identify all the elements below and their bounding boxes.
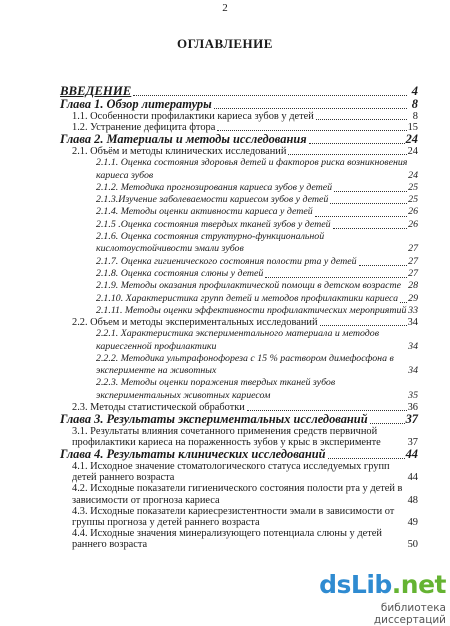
toc-page-number: 25 [408,181,418,193]
dot-leader [315,216,407,217]
toc-entry-title: 2.1.5 .Оценка состояния твердых тканей зубов у детей [96,218,331,230]
toc-chapter-entry[interactable] [60,98,418,111]
dot-leader [265,277,407,278]
toc-entry[interactable] [60,182,418,194]
toc-entry-title: 2.3. Методы статистической обработки [72,402,245,414]
toc-entry[interactable] [60,377,418,402]
toc-entry[interactable] [60,206,418,218]
toc-page-number: 33 [408,304,418,316]
toc-page-number: 24 [407,146,418,158]
toc-page-number: 44 [407,472,418,484]
dot-leader [330,203,407,204]
toc-page-number: 8 [411,97,418,111]
toc-page-number: 25 [408,194,418,206]
toc-entry[interactable] [60,506,418,528]
toc-entry[interactable] [60,528,418,550]
logo-text-main: dsLib [319,570,392,599]
dot-leader [247,410,407,411]
toc-entry-title: 4.1. Исходное значение стоматологического статуса исследуемых групп детей раннего возраста [72,461,390,484]
toc-entry[interactable] [60,328,418,353]
toc-entry[interactable] [60,146,418,157]
toc-entry[interactable] [60,219,418,231]
toc-entry-title: 2.1.2. Методика прогнозирования кариеса зубов у детей [96,181,333,193]
dot-leader [133,95,407,96]
toc-entry-title: 4.3. Исходные показатели кариесрезистентности эмали в зависимости от группы прогноза у детей раннего возраста [72,505,395,528]
toc-entry-title: 2.1.3.Изучение заболеваемости кариесом зубов у детей [96,194,329,206]
toc-page-number: 37 [405,412,418,427]
toc-entry-title: 2.2.1. Характеристика экспериментального материала и методов кариесгенной профилактики [96,328,380,352]
toc-page-number: 34 [408,365,418,377]
toc-chapter-entry[interactable] [60,413,418,426]
toc-entry-title: 2.1.9. Методы оказания профилактической помощи в детском возрасте [96,280,402,292]
dot-leader [334,191,407,192]
dot-leader [400,302,407,303]
toc-entry-title: 2.1.4. Методы оценки активности кариеса у детей [96,206,313,218]
toc-entry-title: 2.1.6. Оценка состояния структурно-функциональной кислотоустойчивости эмали зубов [96,231,325,255]
toc-page-number: 35 [408,389,418,401]
dslib-logo [318,570,446,600]
dot-leader [288,154,406,155]
toc-entry[interactable] [60,305,418,317]
toc-entry-title: Глава 1. Обзор литературы [60,97,212,111]
toc-page-number: 27 [408,255,418,267]
toc-entry-title: 1.2. Устранение дефицита фтора [72,122,216,134]
toc-entry-title: 4.2. Исходные показатели гигиенического состояния полости рта у детей в зависимости от прогноза кариеса [72,483,403,506]
toc-chapter-entry[interactable] [60,448,418,461]
toc-page-number: 49 [407,516,418,528]
toc-entry[interactable] [60,111,418,122]
logo-text-domain: .net [391,570,446,599]
toc-entry-title: 2.1. Объём и методы клинических исследований [72,146,287,158]
toc-page-number: 27 [408,243,418,255]
toc-page-number: 50 [407,538,418,550]
toc-entry-title: Глава 4. Результаты клинических исследований [60,447,326,462]
toc-page-number: 4 [411,84,418,98]
dslib-watermark [318,570,446,626]
toc-entry[interactable] [60,268,418,280]
toc-entry[interactable] [60,280,418,292]
toc-page-number: 34 [408,340,418,352]
toc-entry[interactable] [60,256,418,268]
toc-entry[interactable] [60,231,418,256]
toc-entry-title: 2.1.8. Оценка состояния слюны у детей [96,267,264,279]
dot-leader [214,108,407,109]
toc-page-number: 26 [408,206,418,218]
toc-entry[interactable] [60,353,418,378]
toc-entry[interactable] [60,194,418,206]
toc-chapter-entry[interactable] [60,84,418,98]
toc-entry[interactable] [60,293,418,305]
toc-entry-title: 2.1.11. Методы оценки эффективности профилактических мероприятий [96,304,407,316]
toc-page-number: 24 [405,132,418,147]
toc-entry[interactable] [60,317,418,328]
dot-leader [333,228,407,229]
toc-entry[interactable] [60,157,418,182]
toc-entry-title: 2.1.7. Оценка гигиенического состояния полости рта у детей [96,255,357,267]
toc-page-number: 26 [408,218,418,230]
toc-entry-title: ВВЕДЕНИЕ [60,84,132,98]
dot-leader [217,130,406,131]
toc-entry[interactable] [60,426,418,448]
toc-entry-title: Глава 3. Результаты экспериментальных исследований [60,412,368,427]
toc-entry-title: 3.1. Результаты влияния сочетанного применения средств первичной профилактики кариеса на пораженность зубов у крыс в эксперименте [72,426,381,449]
toc-page-number: 34 [407,317,418,329]
toc-page-number: 36 [407,402,418,414]
dot-leader [316,119,407,120]
toc-page-number: 44 [405,447,418,462]
watermark-subtitle: библиотека диссертаций [373,602,446,626]
toc-entry-title: 2.2.2. Методика ультрафонофореза с 15 % раствором димефосфона в эксперименте на животных [96,352,394,377]
toc-entry-title: 1.1. Особенности профилактики кариеса зубов у детей [72,111,314,122]
toc-entry[interactable] [60,461,418,483]
toc-page-number: 24 [408,169,418,181]
dot-leader [309,143,405,144]
toc-page-number: 15 [407,122,418,134]
toc-page-number: 27 [408,267,418,279]
dot-leader [370,423,405,424]
table-of-contents [60,84,418,550]
toc-page-number: 37 [407,437,418,449]
toc-entry-title: 2.1.1. Оценка состояния здоровья детей и факторов риска возникновения кариеса зубов [96,157,408,181]
toc-entry-title: 2.2.3. Методы оценки поражения твердых тканей зубов экспериментальных животных кариесом [96,377,336,401]
toc-page-number: 8 [412,111,418,122]
toc-entry-title: Глава 2. Материалы и методы исследования [60,132,307,147]
toc-page-number: 28 [408,280,418,292]
dot-leader [328,458,405,459]
toc-page-number: 48 [407,494,418,506]
page-number: 2 [222,2,228,14]
toc-page-number: 29 [408,292,418,304]
toc-entry-title: 2.1.10. Характеристика групп детей и методов профилактики кариеса [96,292,399,304]
toc-chapter-entry[interactable] [60,133,418,146]
page-title: ОГЛАВЛЕНИЕ [177,36,273,51]
toc-entry-title: 4.4. Исходные значения минерализующего потенциала слюны у детей раннего возраста [72,527,382,550]
dot-leader [320,325,407,326]
toc-entry[interactable] [60,483,418,505]
dot-leader [359,265,407,266]
toc-entry-title: 2.2. Объем и методы экспериментальных исследований [72,317,318,329]
